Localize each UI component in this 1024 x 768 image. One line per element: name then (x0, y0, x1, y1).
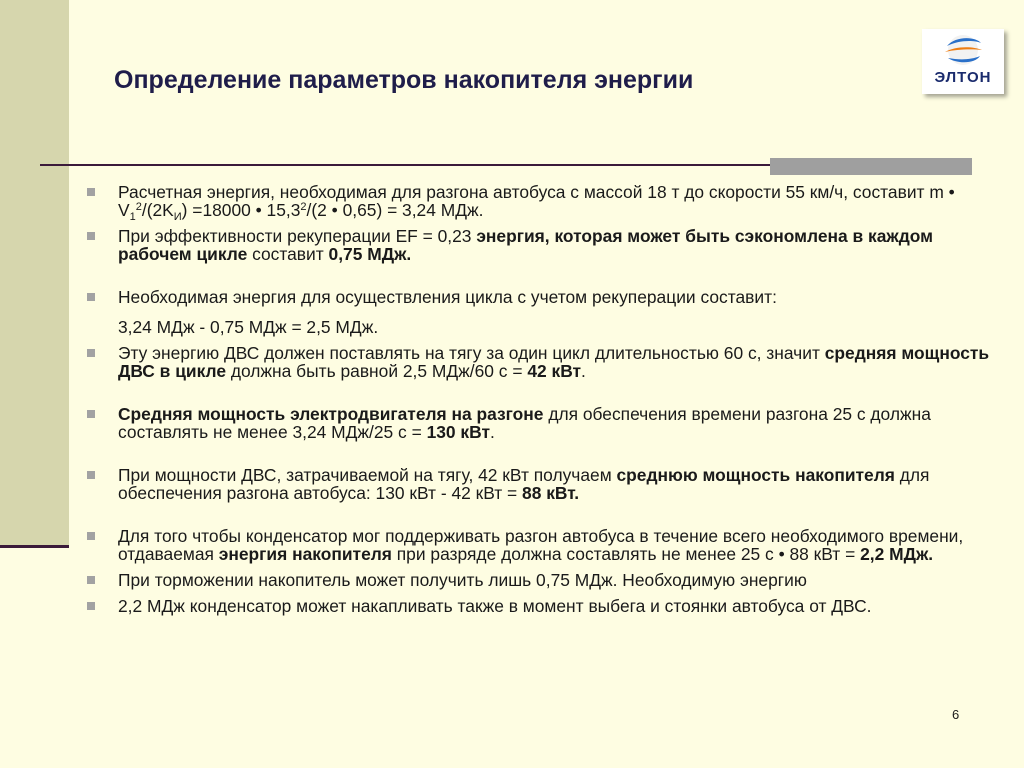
list-item-continuation (118, 318, 998, 336)
item-bold-text: 2,2 МДж. (860, 544, 934, 564)
logo-text: ЭЛТОН (934, 69, 992, 86)
list-item (118, 288, 998, 306)
item-bold-text: среднюю мощность накопителя (616, 465, 895, 485)
item-text: При эффективности рекуперации EF = 0,23 (118, 226, 477, 246)
item-text: для обеспечения разгона автобуса: 130 кВт - 42 кВт = (118, 465, 930, 503)
item-bold-text: 130 кВт (426, 422, 490, 442)
item-text: для обеспечения времени разгона 25 с должна составлять не менее 3,24 МДж/25 с = (118, 404, 931, 442)
item-text: При торможении накопитель может получить лишь 0,75 МДж. Необходимую энергию (118, 570, 807, 590)
item-bold-text: энергия накопителя (218, 544, 392, 564)
superscript-2: 2 (300, 201, 307, 213)
item-bold-text: 42 кВт (527, 361, 582, 381)
item-text: /(2 • 0,65) = 3,24 МДж. (306, 200, 484, 220)
item-text: При мощности ДВС, затрачиваемой на тягу, 42 кВт получаем (118, 465, 617, 485)
list-item (118, 571, 998, 589)
item-text: . (581, 361, 586, 381)
item-text: Эту энергию ДВС должен поставлять на тягу за один цикл длительностью 60 с, значит (118, 343, 825, 363)
item-bold-text: Средняя мощность электродвигателя на разгоне (118, 404, 544, 424)
item-text: должна быть равной 2,5 МДж/60 с = (226, 361, 528, 381)
subscript-1: 1 (129, 211, 136, 223)
item-bold-text: 0,75 МДж. (328, 244, 412, 264)
list-item (118, 527, 998, 563)
item-text: Расчетная энергия, необходимая для разгона автобуса с массой 18 т до скорости 55 км/ч, составит m • V (118, 182, 955, 220)
list-item (118, 344, 998, 380)
list-item (118, 597, 998, 615)
page-number: 6 (952, 707, 960, 722)
item-text: составит (247, 244, 329, 264)
slide-title: Определение параметров накопителя энергии (114, 66, 694, 94)
item-text: . (489, 422, 495, 442)
item-text: 2,2 МДж конденсатор может накапливать также в момент выбега и стоянки автобуса от ДВС. (118, 596, 872, 616)
item-text: Для того чтобы конденсатор мог поддерживать разгон автобуса в течение всего необходимого времени, отдаваемая (118, 526, 964, 564)
item-bold-text: энергия, которая может быть сэкономлена в каждом рабочем цикле (118, 226, 934, 264)
superscript-2: 2 (135, 201, 142, 213)
item-text: ) =18000 • 15,3 (181, 200, 301, 220)
list-item (118, 182, 998, 223)
side-divider (0, 545, 69, 548)
item-text: /(2K (141, 200, 174, 220)
elton-logo (922, 29, 1004, 94)
list-item (118, 227, 998, 263)
item-text: 3,24 МДж - 0,75 МДж = 2,5 МДж. (118, 317, 379, 337)
list-item (118, 405, 998, 441)
title-rule-accent (770, 158, 972, 175)
elton-swoosh-logo-icon (941, 34, 985, 66)
side-band (0, 0, 69, 545)
bullet-list (118, 183, 998, 615)
list-item (118, 466, 998, 502)
item-text: при разряде должна составлять не менее 25 с • 88 кВт = (391, 544, 861, 564)
subscript-i: И (173, 211, 182, 223)
item-text: Необходимая энергия для осуществления цикла с учетом рекуперации составит: (118, 287, 777, 307)
item-bold-text: 88 кВт. (522, 483, 580, 503)
item-bold-text: средняя мощность ДВС в цикле (118, 343, 990, 381)
